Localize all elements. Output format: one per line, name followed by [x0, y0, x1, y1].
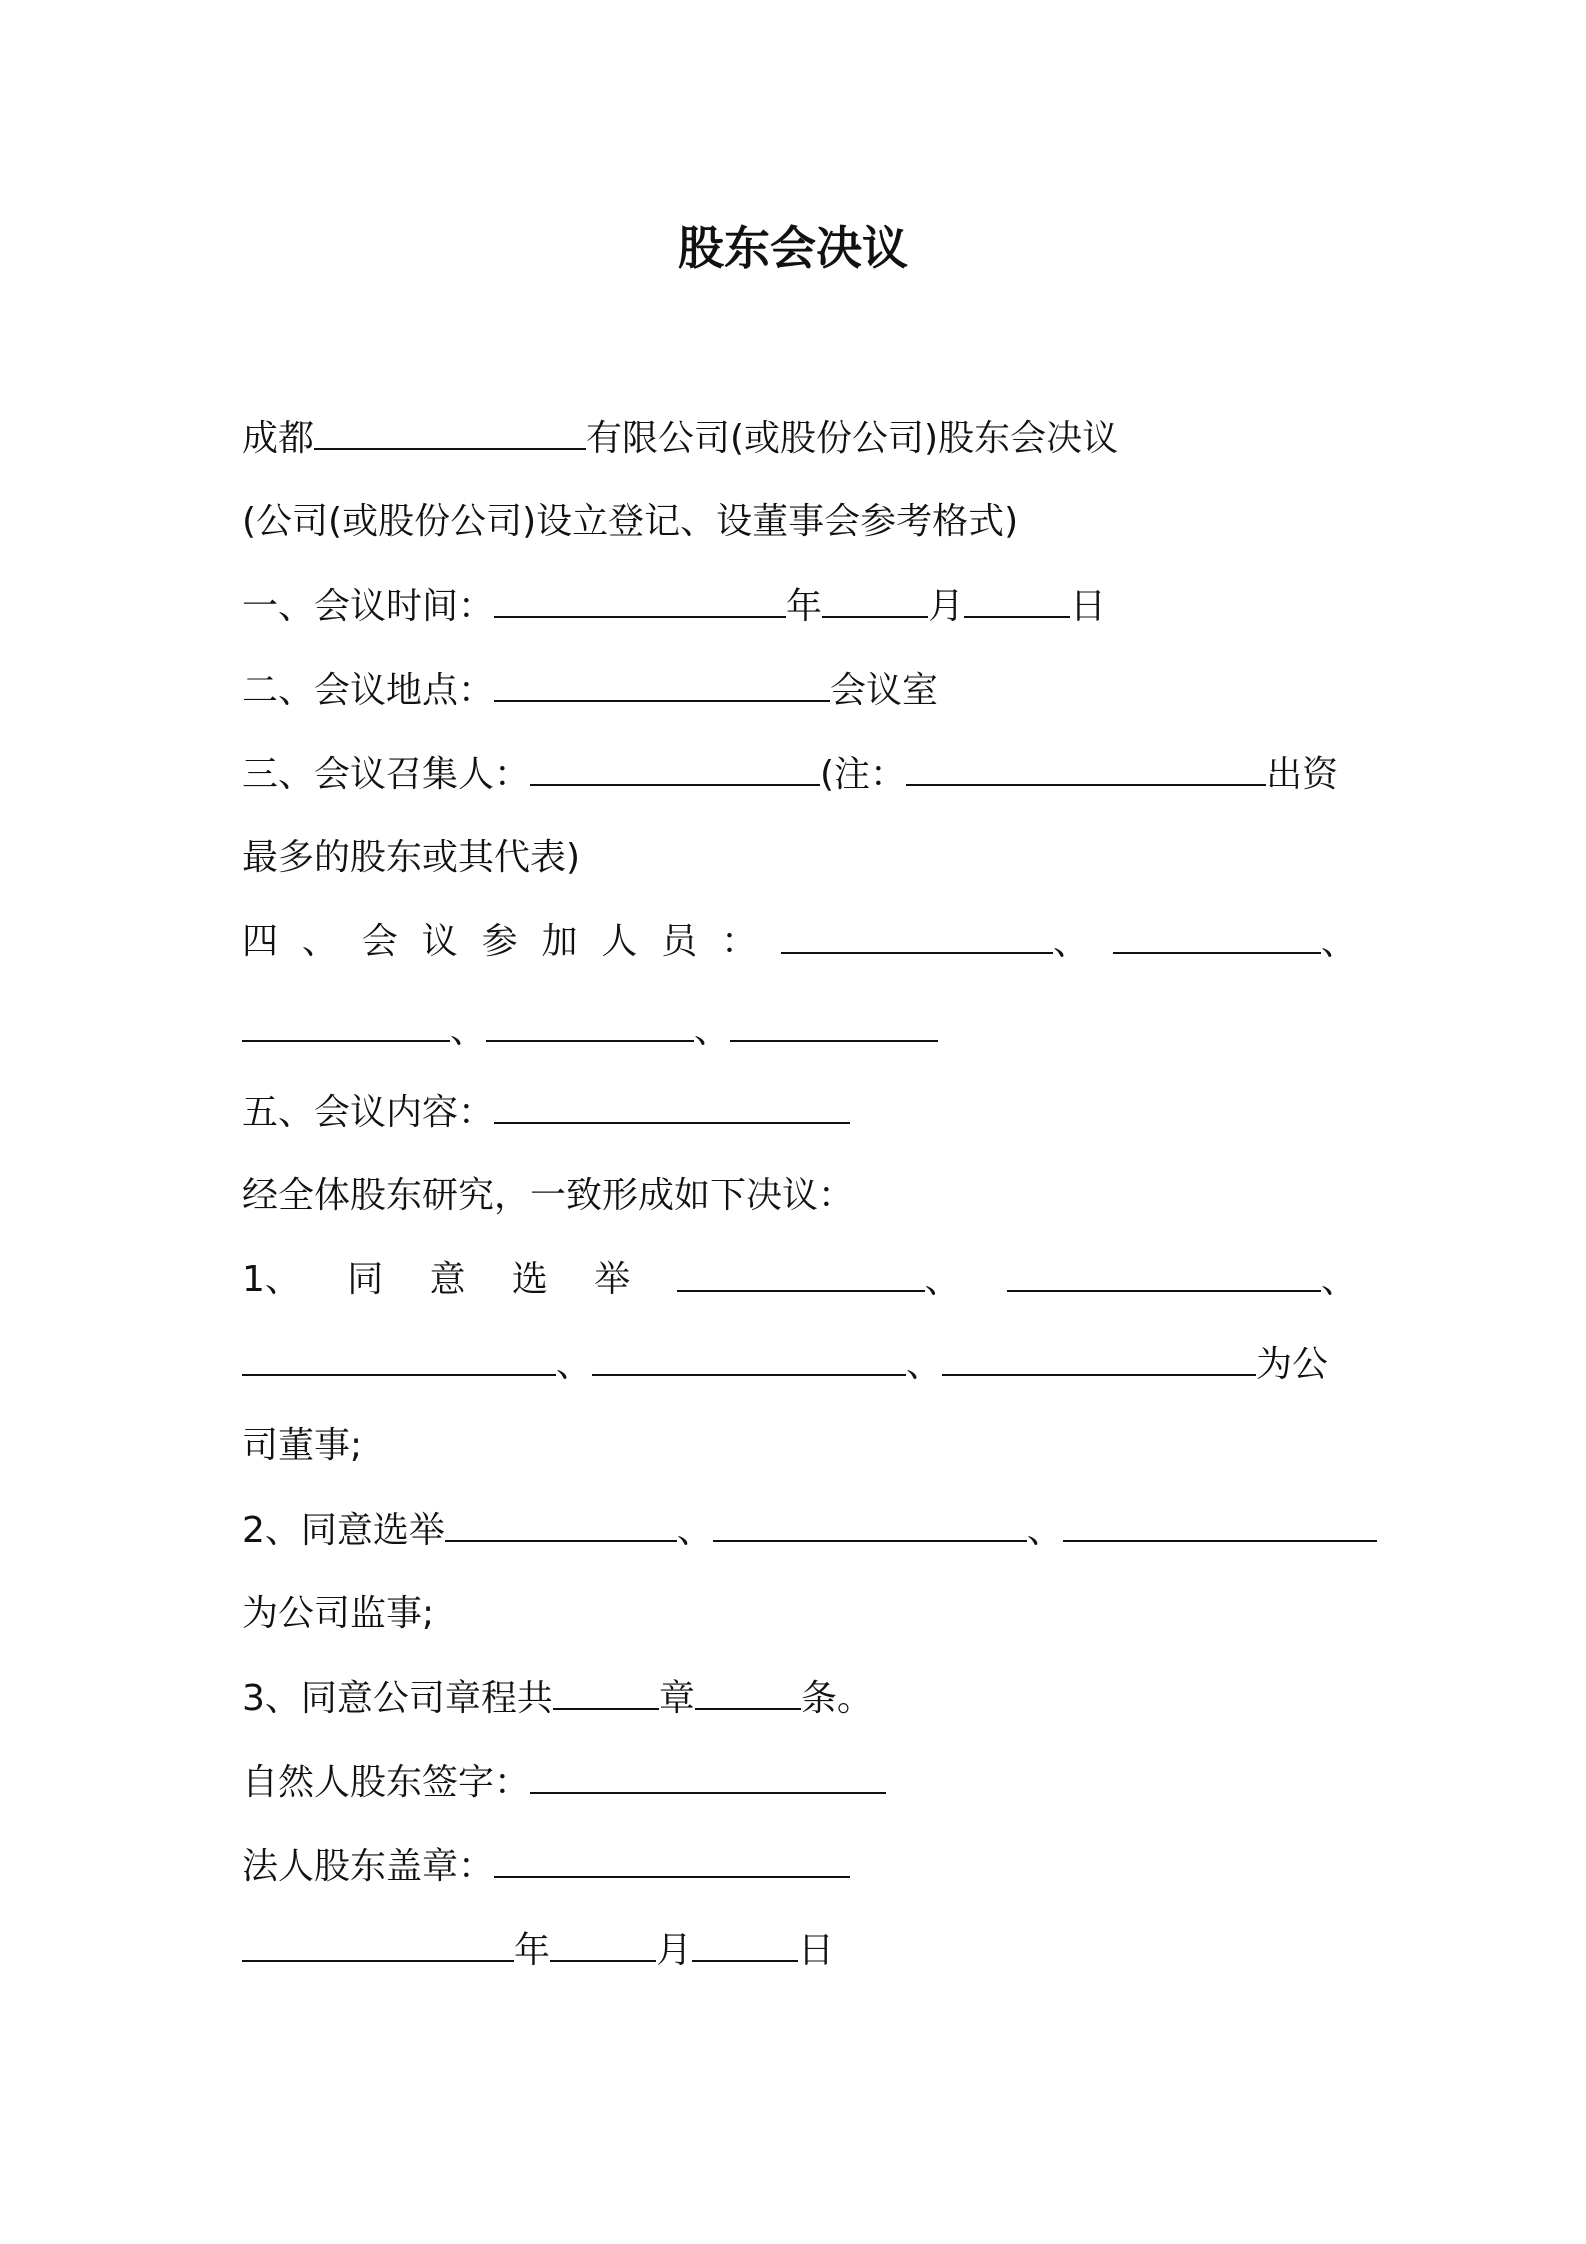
- month-label: 月: [928, 586, 965, 627]
- director-blank[interactable]: [242, 1334, 556, 1376]
- chapters-blank[interactable]: [553, 1668, 659, 1710]
- signing-month-blank[interactable]: [550, 1920, 656, 1962]
- separator: 、: [906, 1344, 943, 1385]
- separator: 、: [694, 1010, 731, 1051]
- articles-blank[interactable]: [695, 1668, 801, 1710]
- signing-year-blank[interactable]: [242, 1920, 514, 1962]
- separator: 、: [1026, 1510, 1063, 1551]
- day-label: 日: [798, 1930, 835, 1971]
- director-blank[interactable]: [1007, 1250, 1321, 1292]
- supervisor-blank[interactable]: [445, 1500, 677, 1542]
- city-label: 成都: [242, 418, 315, 459]
- article-label: 条。: [800, 1678, 873, 1719]
- convener-blank[interactable]: [530, 744, 820, 786]
- meeting-month-blank[interactable]: [822, 576, 928, 618]
- participant-blank[interactable]: [781, 912, 1053, 954]
- supervisors-election-line: [242, 1500, 1357, 1560]
- signing-date-line: [242, 1920, 1357, 1980]
- participant-blank[interactable]: [486, 1000, 694, 1042]
- directors-continued-line: [242, 1334, 1357, 1394]
- participants-char: 、: [301, 921, 338, 962]
- participants-line: [242, 912, 1357, 972]
- company-directors-text: 为公: [1256, 1344, 1329, 1385]
- separator: 、: [676, 1510, 713, 1551]
- separator: 、: [1053, 922, 1090, 963]
- document-title: 股东会决议: [678, 221, 908, 275]
- meeting-room-label: 会议室: [830, 670, 939, 711]
- participants-char: ：: [721, 921, 758, 962]
- meeting-content-line: [242, 1082, 1357, 1142]
- participants-char: 员: [661, 921, 698, 962]
- day-label: 日: [1070, 586, 1107, 627]
- convener-label: 三、会议召集人：: [242, 754, 531, 795]
- year-label: 年: [786, 586, 823, 627]
- participant-blank[interactable]: [730, 1000, 938, 1042]
- resolution-intro-line: 经全体股东研究，一致形成如下决议：: [242, 1175, 855, 1216]
- supervisors-label: 2、同意选举: [242, 1510, 445, 1551]
- director-blank[interactable]: [677, 1250, 925, 1292]
- convener-note-line: 最多的股东或其代表): [242, 837, 581, 878]
- company-name-line: [242, 408, 1357, 468]
- participants-char: 加: [541, 921, 578, 962]
- company-name-blank[interactable]: [314, 408, 586, 450]
- supervisors-end-line: 为公司监事;: [242, 1593, 435, 1634]
- year-label: 年: [514, 1930, 551, 1971]
- director-blank[interactable]: [942, 1334, 1256, 1376]
- participant-blank[interactable]: [242, 1000, 450, 1042]
- note-blank[interactable]: [906, 744, 1266, 786]
- chapter-label: 章: [658, 1678, 695, 1719]
- directors-election-line: [242, 1250, 1357, 1310]
- supervisor-blank[interactable]: [1063, 1500, 1377, 1542]
- directors-char: 同: [347, 1259, 384, 1300]
- meeting-time-line: [242, 576, 1357, 636]
- note-label: (注：: [820, 754, 907, 795]
- articles-line: [242, 1668, 1357, 1728]
- separator: 、: [1320, 1260, 1357, 1301]
- participants-char: 参: [481, 921, 518, 962]
- separator: 、: [450, 1010, 487, 1051]
- directors-char: 举: [594, 1259, 631, 1300]
- separator: 、: [1320, 922, 1357, 963]
- separator: 、: [556, 1344, 593, 1385]
- natural-person-signature-blank[interactable]: [530, 1752, 886, 1794]
- meeting-day-blank[interactable]: [964, 576, 1070, 618]
- meeting-place-blank[interactable]: [494, 660, 830, 702]
- legal-person-seal-blank[interactable]: [494, 1836, 850, 1878]
- meeting-content-blank[interactable]: [494, 1082, 850, 1124]
- month-label: 月: [656, 1930, 693, 1971]
- format-note-line: (公司(或股份公司)设立登记、设董事会参考格式): [242, 501, 1019, 542]
- supervisor-blank[interactable]: [713, 1500, 1027, 1542]
- natural-person-signature-line: [242, 1752, 1357, 1812]
- participants-char: 议: [421, 921, 458, 962]
- meeting-year-blank[interactable]: [494, 576, 786, 618]
- participants-char: 四: [242, 921, 279, 962]
- participants-char: 人: [601, 921, 638, 962]
- separator: 、: [924, 1260, 961, 1301]
- directors-end-line: 司董事;: [242, 1425, 363, 1466]
- directors-char: 1、: [242, 1259, 301, 1300]
- legal-person-seal-label: 法人股东盖章：: [242, 1846, 495, 1887]
- directors-char: 选: [511, 1259, 548, 1300]
- participants-continued-line: [242, 1000, 1357, 1060]
- meeting-time-label: 一、会议时间：: [242, 586, 495, 627]
- convener-line: [242, 744, 1357, 804]
- signing-day-blank[interactable]: [692, 1920, 798, 1962]
- resolution-heading-text: 有限公司(或股份公司)股东会决议: [586, 418, 1119, 459]
- participant-blank[interactable]: [1113, 912, 1321, 954]
- director-blank[interactable]: [592, 1334, 906, 1376]
- meeting-content-label: 五、会议内容：: [242, 1092, 495, 1133]
- meeting-place-label: 二、会议地点：: [242, 670, 495, 711]
- natural-person-signature-label: 自然人股东签字：: [242, 1762, 531, 1803]
- directors-char: 意: [429, 1259, 466, 1300]
- legal-person-seal-line: [242, 1836, 1357, 1896]
- participants-char: 会: [361, 921, 398, 962]
- investment-label: 出资: [1266, 754, 1339, 795]
- meeting-place-line: [242, 660, 1357, 720]
- articles-label: 3、同意公司章程共: [242, 1678, 553, 1719]
